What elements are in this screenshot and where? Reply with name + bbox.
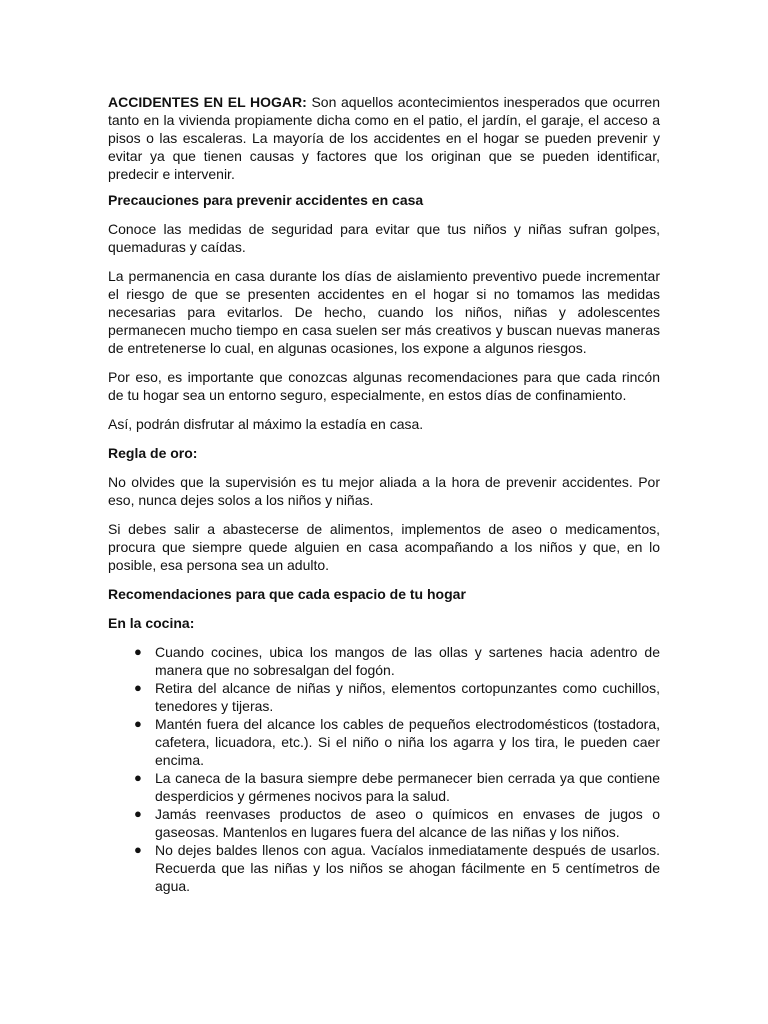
list-item-text: Jamás reenvases productos de aseo o químicos en envases de jugos o gaseosas. Mantenlos en lugares fuera del alcance de las niñas y los niños. — [155, 806, 660, 840]
list-item — [108, 679, 660, 715]
bullet-icon: ● — [134, 770, 142, 785]
bullet-list — [108, 643, 660, 895]
list-item — [108, 769, 660, 805]
list-item — [108, 841, 660, 895]
list-item-text: No dejes baldes llenos con agua. Vacíalos inmediatamente después de usarlos. Recuerda que las niñas y los niños se ahogan fácilmente en 5 centímetros de agua. — [155, 842, 660, 894]
intro-paragraph — [108, 93, 660, 183]
section-heading-precauciones: Precauciones para prevenir accidentes en casa — [108, 192, 424, 208]
paragraph: Si debes salir a abastecerse de alimentos, implementos de aseo o medicamentos, procura que siempre quede alguien en casa acompañando a los niños y que, en lo posible, esa persona sea un adulto. — [108, 521, 660, 573]
bullet-icon: ● — [134, 842, 142, 857]
list-item — [108, 643, 660, 679]
list-item — [108, 715, 660, 769]
subheading-cocina: En la cocina: — [108, 615, 195, 631]
list-item-text: Mantén fuera del alcance los cables de pequeños electrodomésticos (tostadora, cafetera, licuadora, etc.). Si el niño o niña los agarra y los tira, le pueden caer encima. — [155, 716, 660, 768]
section-heading-recomendaciones: Recomendaciones para que cada espacio de tu hogar — [108, 586, 466, 602]
paragraph: Conoce las medidas de seguridad para evitar que tus niños y niñas sufran golpes, quemaduras y caídas. — [108, 221, 660, 255]
bullet-icon: ● — [134, 644, 142, 659]
list-item-text: Retira del alcance de niñas y niños, elementos cortopunzantes como cuchillos, tenedores y tijeras. — [155, 680, 660, 714]
paragraph: Así, podrán disfrutar al máximo la estadía en casa. — [108, 416, 424, 432]
bullet-icon: ● — [134, 716, 142, 731]
bullet-icon: ● — [134, 680, 142, 695]
list-item — [108, 805, 660, 841]
paragraph: Por eso, es importante que conozcas algunas recomendaciones para que cada rincón de tu hogar sea un entorno seguro, especialmente, en estos días de confinamiento. — [108, 369, 660, 403]
bullet-icon: ● — [134, 806, 142, 821]
list-item-text: Cuando cocines, ubica los mangos de las ollas y sartenes hacia adentro de manera que no sobresalgan del fogón. — [155, 644, 660, 678]
intro-text: Son aquellos acontecimientos inesperados que ocurren tanto en la vivienda propiamente dicha como en el patio, el jardín, el garaje, el acceso a pisos o las escaleras. La mayoría de los accidentes en el hogar se pueden prevenir y evitar ya que tienen causas y factores que los originan que se pueden identificar, predecir e intervenir. — [108, 94, 660, 182]
paragraph: La permanencia en casa durante los días de aislamiento preventivo puede incrementar el riesgo de que se presenten accidentes en el hogar si no tomamos las medidas necesarias para evitarlos. De hecho, cuando los niños, niñas y adolescentes permanecen mucho tiempo en casa suelen ser más creativos y buscan nuevas maneras de entretenerse lo cual, en algunas ocasiones, los expone a algunos riesgos. — [108, 268, 660, 356]
list-item-text: La caneca de la basura siempre debe permanecer bien cerrada ya que contiene desperdicios y gérmenes nocivos para la salud. — [155, 770, 660, 804]
intro-lead: ACCIDENTES EN EL HOGAR: — [108, 94, 307, 110]
paragraph: No olvides que la supervisión es tu mejor aliada a la hora de prevenir accidentes. Por eso, nunca dejes solos a los niños y niñas. — [108, 474, 660, 508]
section-heading-regla-de-oro: Regla de oro: — [108, 445, 198, 461]
